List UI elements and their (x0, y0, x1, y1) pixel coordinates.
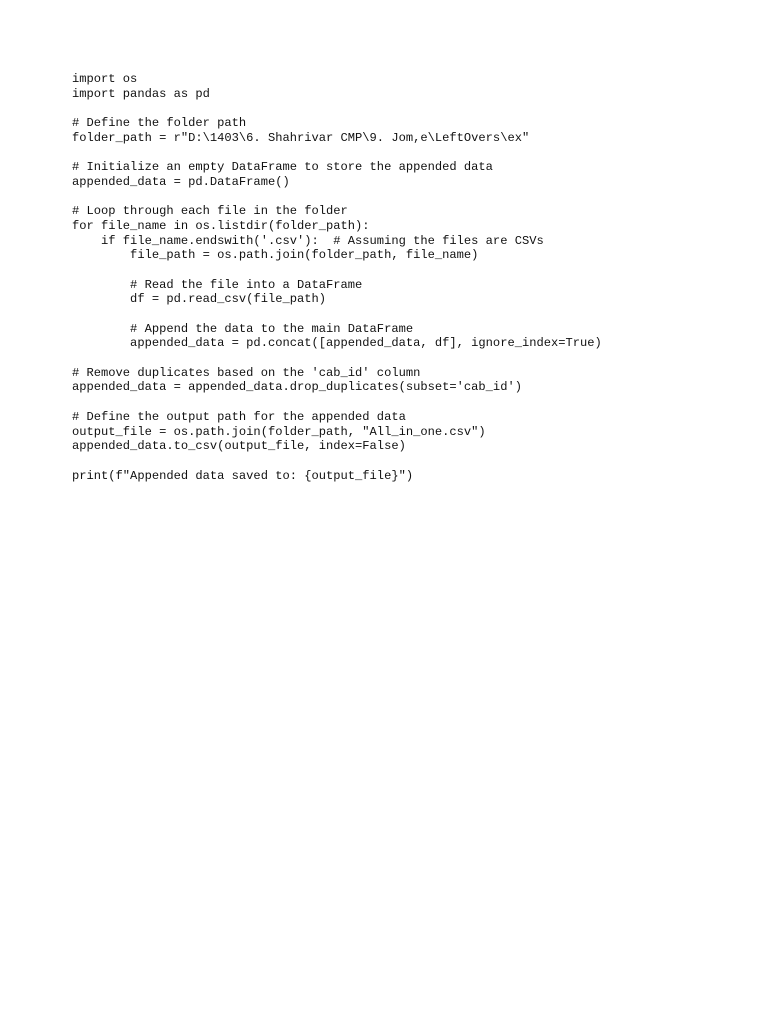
code-line: # Read the file into a DataFrame (72, 277, 363, 292)
code-line (72, 307, 602, 322)
code-line (72, 190, 602, 205)
code-line: print(f"Appended data saved to: {output_file}") (72, 468, 414, 483)
code-line (72, 454, 602, 469)
code-line (72, 145, 602, 160)
code-line: # Define the output path for the appended data (72, 409, 406, 424)
code-line: appended_data = pd.DataFrame() (72, 174, 290, 189)
code-line: # Loop through each file in the folder (72, 204, 348, 219)
code-line (72, 395, 602, 410)
code-line: # Remove duplicates based on the 'cab_id' column (72, 365, 421, 380)
code-line: import pandas as pd (72, 86, 210, 101)
code-line (72, 351, 602, 366)
code-line: # Append the data to the main DataFrame (72, 321, 414, 336)
code-block (72, 72, 602, 483)
code-line: import os (72, 72, 138, 86)
code-line (72, 101, 602, 116)
code-line: output_file = os.path.join(folder_path, "All_in_one.csv") (72, 424, 486, 439)
code-line: appended_data.to_csv(output_file, index=False) (72, 439, 406, 454)
code-line: folder_path = r"D:\1403\6. Shahrivar CMP\9. Jom,e\LeftOvers\ex" (72, 130, 530, 145)
code-line: for file_name in os.listdir(folder_path): (72, 218, 370, 233)
code-line: df = pd.read_csv(file_path) (72, 292, 327, 307)
code-line: # Define the folder path (72, 116, 247, 131)
code-line (72, 263, 602, 278)
code-line: file_path = os.path.join(folder_path, file_name) (72, 248, 479, 263)
code-line: if file_name.endswith('.csv'): # Assuming the files are CSVs (72, 233, 544, 248)
code-line: # Initialize an empty DataFrame to store the appended data (72, 160, 493, 175)
code-line: appended_data = pd.concat([appended_data, df], ignore_index=True) (72, 336, 602, 351)
code-line: appended_data = appended_data.drop_duplicates(subset='cab_id') (72, 380, 522, 395)
